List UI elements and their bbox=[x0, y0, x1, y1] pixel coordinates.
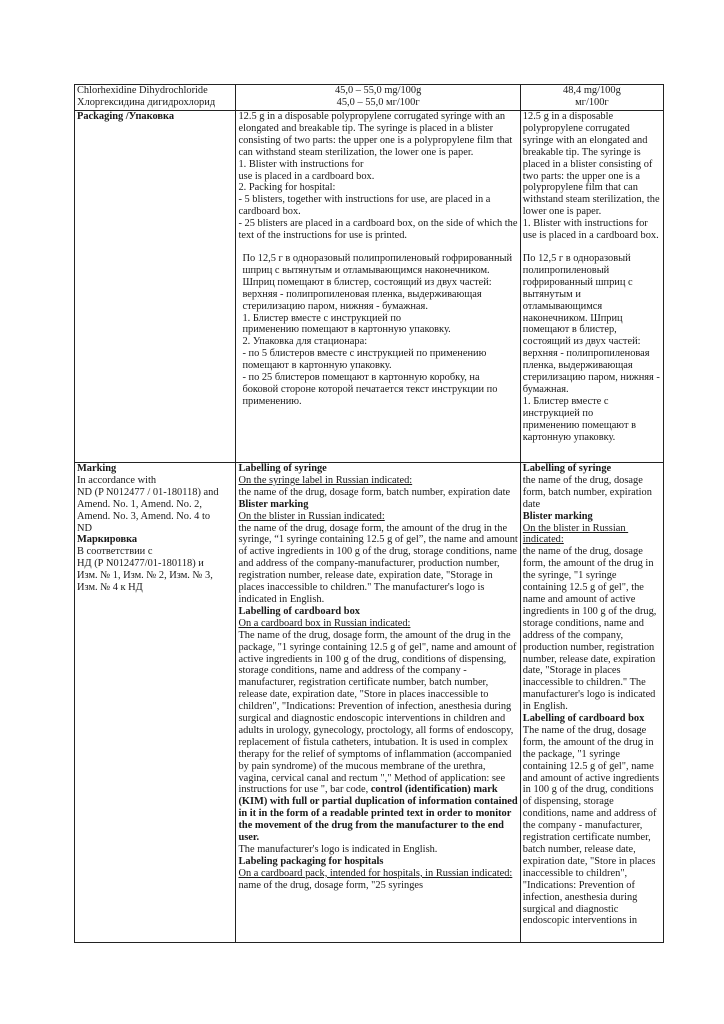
marking-ref-ru: В соответствии с НД (Р N012477/01-180118) и Изм. № 1, Изм. № 2, Изм. № 3, Изм. № 4 к НД bbox=[77, 546, 213, 594]
syringe-subheading: On the syringe label in Russian indicated: bbox=[238, 474, 413, 486]
marking-result-cell bbox=[520, 463, 663, 943]
result-syringe-heading: Labelling of syringe bbox=[522, 463, 612, 474]
chlorhexidine-result-ru: мг/100г bbox=[575, 96, 609, 108]
packaging-result-en: 12.5 g in a disposable polypropylene corrugated syringe with an elongated and breakable tip. The syringe is placed in a blister consisting of two parts: the upper one is a polypropylene film that can withstand steam sterilization, the lower one is paper. 1. Blister with instructions for use is placed in a cardboard box. bbox=[522, 111, 660, 242]
blister-text: the name of the drug, dosage form, the amount of the drug in the syringe, “1 syringe containing 12.5 g of gel”, the name and amount of active ingredients in 100 g of the drug, storage conditions, name and address of the company-manufacturer, production number, registration number, release date, expiration date, "Storage in places inaccessible to children." The manufacturer's logo is indicated in English. bbox=[238, 522, 521, 605]
box-logo-text: The manufacturer's logo is indicated in English. bbox=[238, 844, 438, 855]
result-box-heading: Labelling of cardboard box bbox=[522, 713, 645, 725]
chlorhexidine-spec-en: 45,0 – 55,0 mg/100g bbox=[334, 85, 422, 96]
result-blister-heading: Blister marking bbox=[522, 510, 593, 522]
packaging-spec-cell bbox=[236, 111, 520, 463]
marking-row bbox=[75, 463, 664, 943]
hospital-text: name of the drug, dosage form, "25 syringes bbox=[238, 867, 515, 891]
result-blister-subheading: On the blister in Russian indicated: bbox=[522, 522, 629, 546]
chlorhexidine-name-en: Chlorhexidine Dihydrochloride bbox=[77, 85, 208, 96]
marking-label-cell bbox=[75, 463, 236, 943]
result-box-text: The name of the drug, dosage form, the amount of the drug in the package, "1 syringe containing 12.5 g of gel", name and amount of active ingredients in 100 g of the drug, conditions of dispensing, storage conditions, name and address of the company - manufacturer, registration certificate number, batch number, release date, expiration date, "Store in places inaccessible to children", "Indications: Prevention of infection, anesthesia during surgical and diagnostic endoscopic interventions in bbox=[522, 724, 662, 927]
chlorhexidine-name-cell bbox=[75, 85, 236, 111]
packaging-result-ru: По 12,5 г в одноразовый полипропиленовый гофрированный шприц с вытянутым и отламывающимся наконечником. Шприц помещают в блистер, состоящий из двух частей: верхняя - полипропиленовая пленка, выдерживающая стерилизацию паром, нижняя - бумажная. 1. Блистер вместе с инструкцией по применению помещают в картонную упаковку. bbox=[522, 252, 660, 443]
chlorhexidine-result-en: 48,4 mg/100g bbox=[563, 85, 621, 96]
marking-spec-cell bbox=[236, 463, 520, 943]
packaging-label-cell bbox=[75, 111, 236, 463]
packaging-row bbox=[75, 111, 664, 463]
marking-label-ru: Маркировка bbox=[77, 534, 138, 546]
box-text: The name of the drug, dosage form, the amount of the drug in the package, "1 syringe containing 12.5 g of gel", name and amount of active ingredients in 100 g of the drug, conditions of dispensing, storage conditions, name and address of the company - manufacturer, registration certificate number, batch number, release date, expiration date, "Store in places inaccessible to children", "Indications: Prevention of infection, anesthesia during surgical and diagnostic endoscopic interventions in children and adults in urology, gynecology, proctology, all forms of endoscopy, replacement of fistula catheters, intubation. It is used in complex therapy for the relief of symptoms of inflammation (accompanied by pain syndrome) of the mucous membrane of the urethra, vagina, cervical canal and rectum "," Method of application: see instructions for use ", bar code, bbox=[238, 629, 520, 796]
box-bold-text: control (identification) mark (KIM) with full or partial duplication of information contained in it in the form of a readable printed text in order to monitor the movement of the drug from the manufacturer to the end user. bbox=[238, 784, 521, 844]
result-blister-text: the name of the drug, dosage form, the amount of the drug in the syringe, "1 syringe containing 12.5 g of gel", the name and amount of active ingredients in 100 g of the drug, storage conditions, name and address of the company, production number, registration number, release date, expiration date, "Storage in places inaccessible to children." The manufacturer's logo is indicated in English. bbox=[522, 546, 660, 713]
chlorhexidine-result-cell bbox=[520, 85, 663, 111]
chlorhexidine-spec-cell bbox=[236, 85, 520, 111]
syringe-text: the name of the drug, dosage form, batch number, expiration date bbox=[238, 486, 511, 498]
packaging-label: Packaging /Упаковка bbox=[77, 111, 175, 122]
marking-ref-en: In accordance with ND (P N012477 / 01-180118) and Amend. No. 1, Amend. No. 2, Amend. No. 3, Amend. No. 4 to ND bbox=[77, 474, 219, 534]
marking-label-en: Marking bbox=[77, 463, 117, 474]
document-page bbox=[74, 84, 664, 943]
chlorhexidine-row bbox=[75, 85, 664, 111]
blister-subheading: On the blister in Russian indicated: bbox=[238, 510, 385, 522]
result-syringe-text: the name of the drug, dosage form, batch number, expiration date bbox=[522, 474, 655, 510]
box-subheading: On a cardboard box in Russian indicated: bbox=[238, 617, 411, 629]
hospital-paragraph bbox=[238, 868, 517, 892]
box-paragraph bbox=[238, 629, 521, 844]
hospital-subheading: On a cardboard pack, intended for hospitals, in Russian indicated: bbox=[238, 867, 513, 879]
chlorhexidine-spec-ru: 45,0 – 55,0 мг/100г bbox=[336, 96, 420, 108]
hospital-heading: Labeling packaging for hospitals bbox=[238, 855, 384, 867]
blister-heading: Blister marking bbox=[238, 498, 309, 510]
box-heading: Labelling of cardboard box bbox=[238, 605, 360, 617]
packaging-spec-ru: По 12,5 г в одноразовый полипропиленовый гофрированный шприц с вытянутым и отламывающимся наконечником. Шприц помещают в блистер, состоящий из двух частей: верхняя - полипропиленовая пленка, выдерживающая стерилизацию паром, нижняя - бумажная. 1. Блистер вместе с инструкцией по применению помещают в картонную упаковку. 2. Упаковка для стационара: - по 5 блистеров вместе с инструкцией по применению помещают в картонную упаковку. - по 25 блистеров помещают в картонную коробку, на боковой стороне которой печатается текст инструкции по применению. bbox=[242, 252, 513, 407]
specification-table bbox=[74, 84, 664, 943]
syringe-heading: Labelling of syringe bbox=[238, 463, 327, 474]
packaging-result-cell bbox=[520, 111, 663, 463]
chlorhexidine-name-ru: Хлоргексидина дигидрохлорид bbox=[77, 96, 216, 108]
packaging-spec-en: 12.5 g in a disposable polypropylene corrugated syringe with an elongated and breakable tip. The syringe is placed in a blister consisting of two parts: the upper one is a polypropylene film that can withstand steam sterilization, the lower one is paper. 1. Blister with instructions for use is placed in a cardboard box. 2. Packing for hospital: - 5 blisters, together with instructions for use, are placed in a cardboard box. - 25 blisters are placed in a cardboard box, on the side of which the text of the instructions for use is printed. bbox=[238, 111, 518, 242]
